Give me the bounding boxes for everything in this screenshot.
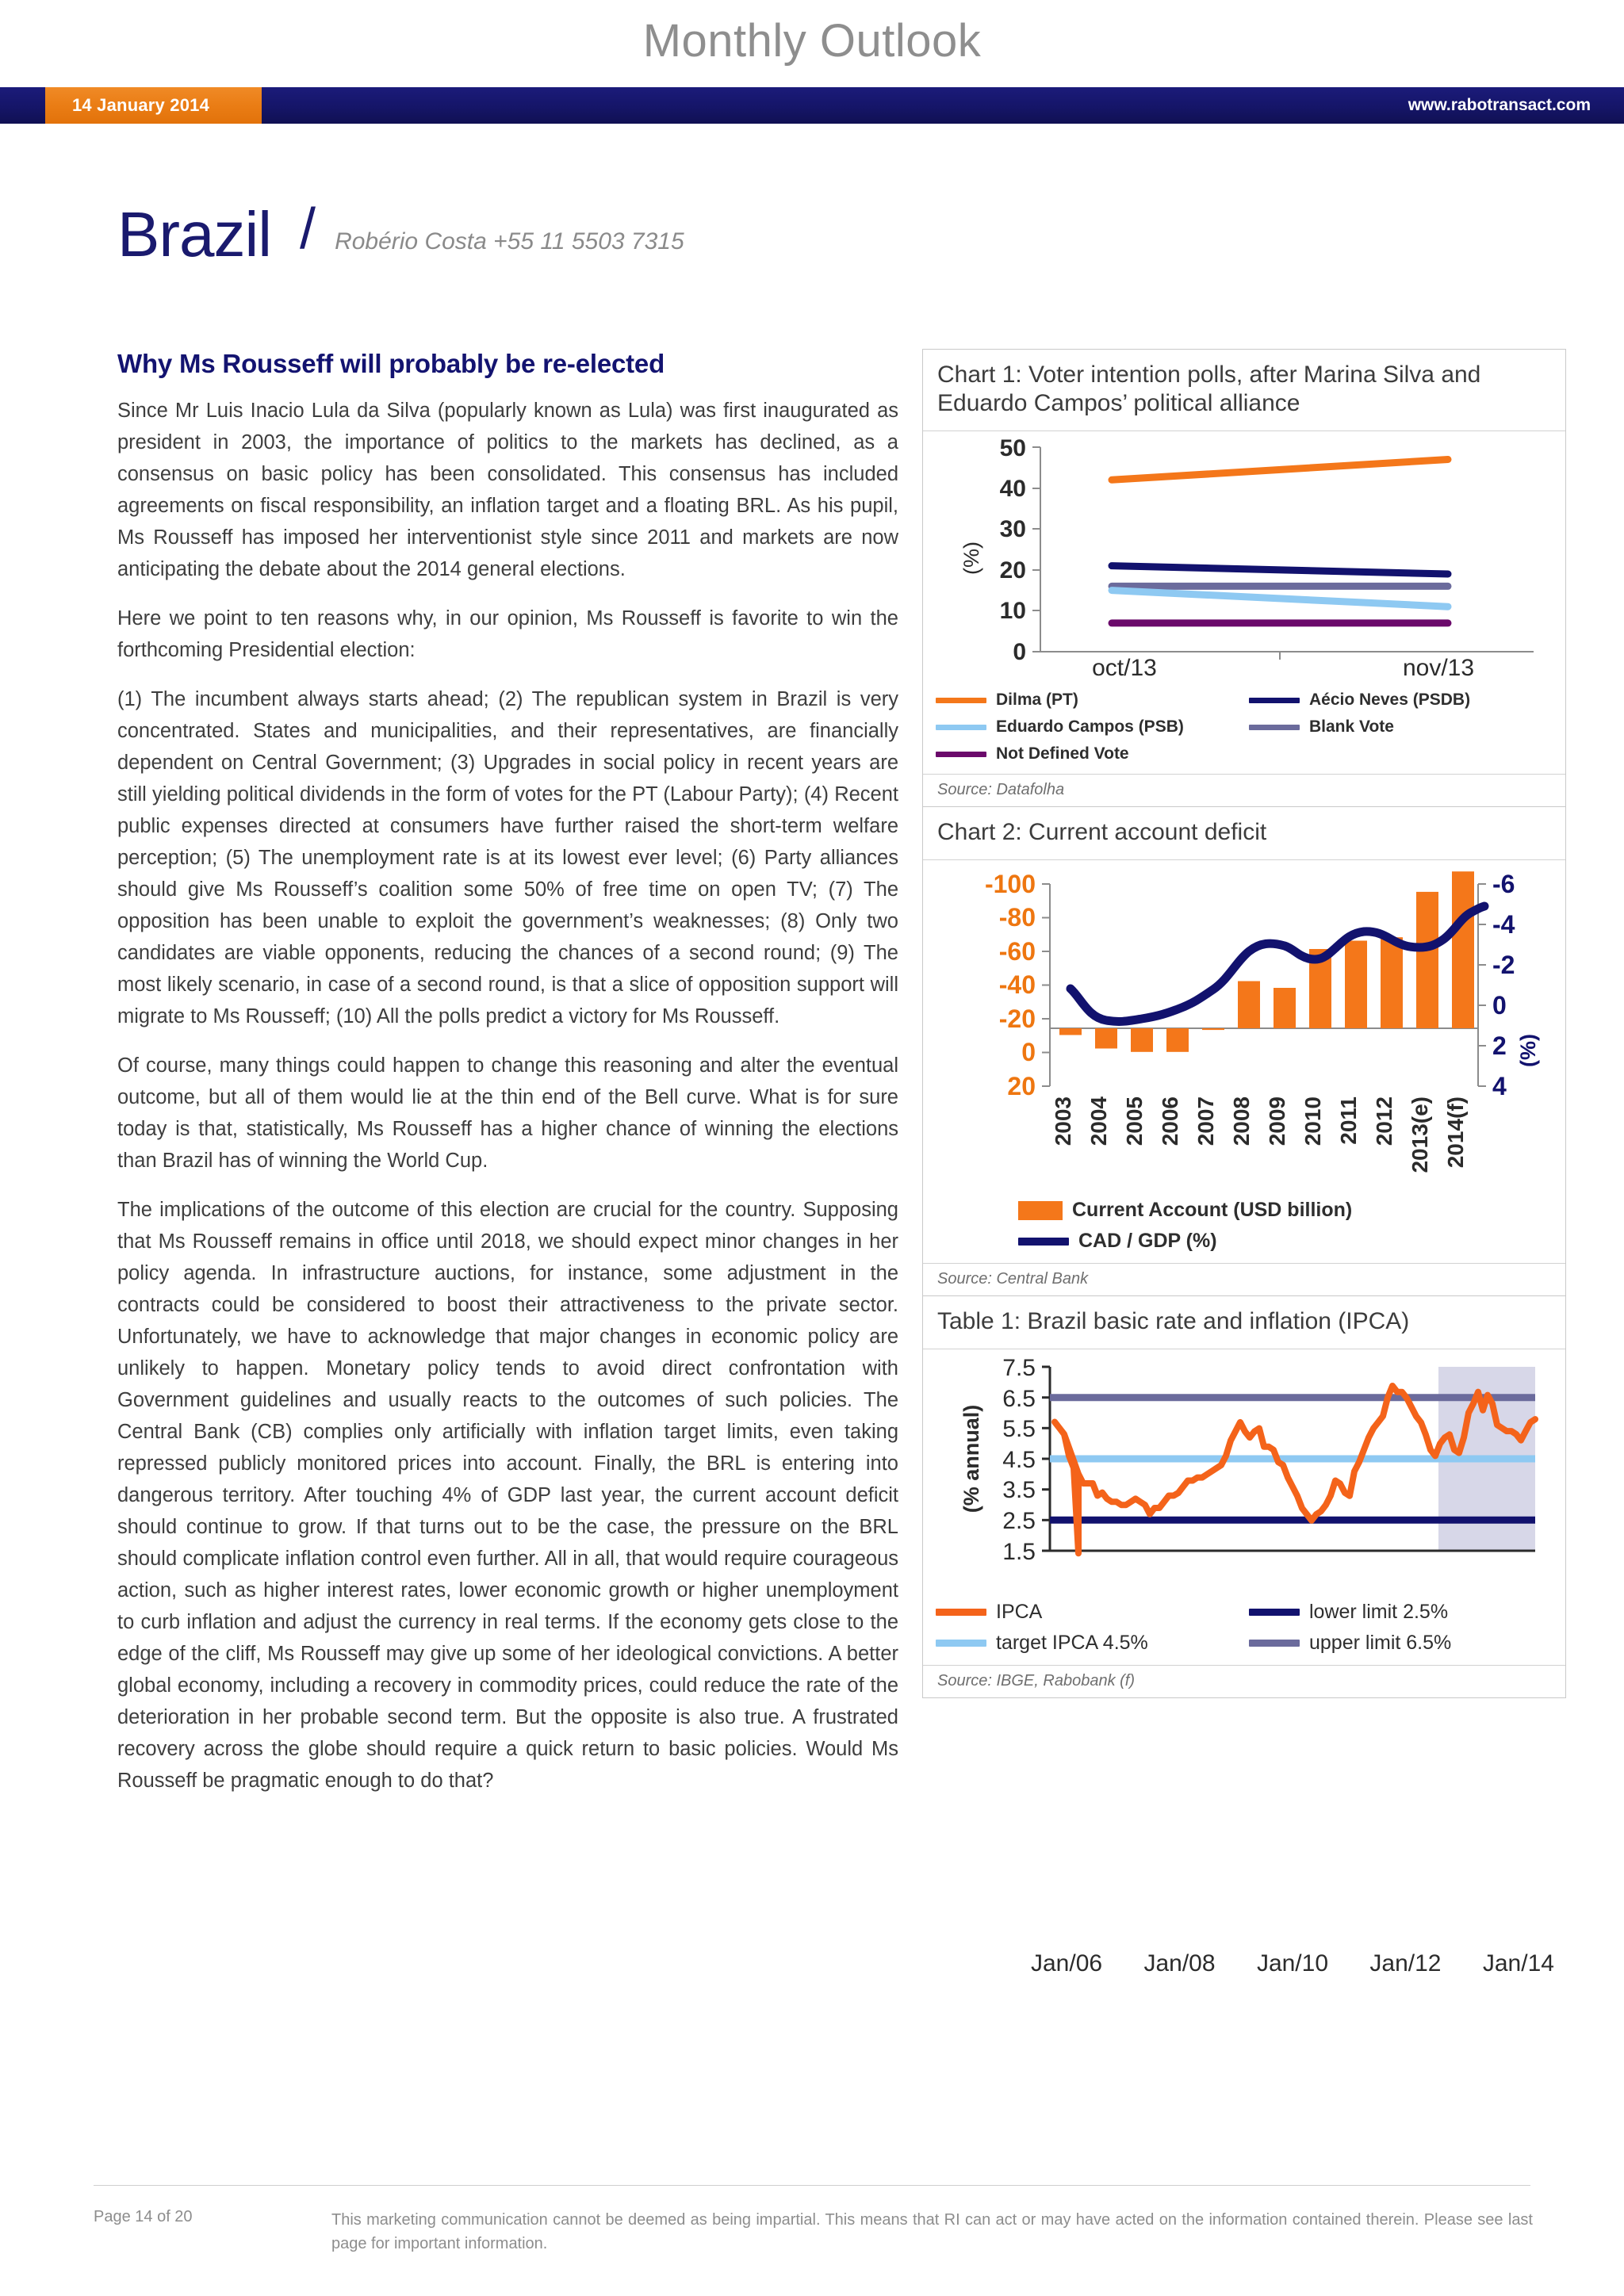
legend-swatch-ipca bbox=[936, 1609, 986, 1616]
table1-panel bbox=[922, 1296, 1566, 1698]
svg-text:2004: 2004 bbox=[1086, 1096, 1111, 1146]
page-number: Page 14 of 20 bbox=[94, 2208, 193, 2225]
legend-label: Eduardo Campos (PSB) bbox=[996, 718, 1184, 736]
svg-text:30: 30 bbox=[999, 516, 1026, 542]
svg-text:-6: -6 bbox=[1492, 870, 1515, 898]
legend-item-upper-limit[interactable] bbox=[1249, 1632, 1562, 1655]
svg-text:-60: -60 bbox=[998, 937, 1036, 966]
legend-label: IPCA bbox=[996, 1601, 1043, 1623]
legend-label: Blank Vote bbox=[1309, 718, 1394, 736]
masthead-title: Monthly Outlook bbox=[642, 15, 982, 67]
table1-xtick: Jan/14 bbox=[1482, 1950, 1554, 1976]
chart2-legend bbox=[923, 1190, 1565, 1263]
article-heading: Why Ms Rousseff will probably be re-elected bbox=[117, 349, 665, 378]
legend-item-target-ipca[interactable] bbox=[936, 1632, 1249, 1655]
svg-text:0: 0 bbox=[1021, 1038, 1036, 1066]
legend-label: Not Defined Vote bbox=[996, 744, 1129, 763]
page-title bbox=[117, 197, 684, 270]
chart2-source: Source: Central Bank bbox=[923, 1263, 1565, 1295]
svg-text:2013(e): 2013(e) bbox=[1408, 1096, 1432, 1173]
svg-text:2010: 2010 bbox=[1300, 1096, 1325, 1146]
svg-text:2: 2 bbox=[1492, 1031, 1507, 1060]
svg-text:(% annual): (% annual) bbox=[959, 1404, 983, 1513]
chart2-panel bbox=[922, 807, 1566, 1296]
legend-item-lower-limit[interactable] bbox=[1249, 1601, 1562, 1624]
svg-text:20: 20 bbox=[999, 557, 1026, 584]
legend-item-ipca[interactable] bbox=[936, 1601, 1249, 1624]
svg-text:-80: -80 bbox=[998, 903, 1036, 932]
chart2-title: Chart 2: Current account deficit bbox=[923, 807, 1565, 860]
table1-legend bbox=[923, 1592, 1565, 1665]
footer-disclaimer: This marketing communication cannot be deemed as being impartial. This means that RI can act or may have acted on the information contained therein. Please see last page for important information. bbox=[331, 2211, 1533, 2252]
table1-title: Table 1: Brazil basic rate and inflation (IPCA) bbox=[923, 1296, 1565, 1349]
svg-text:2011: 2011 bbox=[1336, 1096, 1361, 1145]
charts-column bbox=[922, 349, 1566, 1698]
article-paragraph: (1) The incumbent always starts ahead; (2) The republican system in Brazil is very concentrated. States and municipalities, and their representatives, are financially dependent on Central Government; (3) Upgrades in social policy in recent years are still yielding political dividends in the form of votes for the PT (Labour Party); (4) Recent public expenses directed at consumers have further raised the short-term welfare perception; (5) The unemployment rate is at its lowest ever level; (6) Party alliances should give Ms Rousseff’s coalition some 50% of free time on open TV; (7) The opposition has been unable to exploit the government’s weaknesses; (8) Only two candidates are viable opponents, reducing the chances of a second round; (9) The most likely scenario, in case of a second round, is that a slice of opposition support will migrate to Ms Rousseff; (10) All the polls predict a victory for Ms Rousseff. bbox=[117, 688, 898, 1027]
legend-item-cad-gdp[interactable] bbox=[1018, 1230, 1562, 1253]
footer-divider bbox=[94, 2185, 1530, 2186]
svg-text:2.5: 2.5 bbox=[1002, 1508, 1036, 1534]
legend-item-not-defined-vote[interactable] bbox=[936, 744, 1249, 763]
country-name: Brazil bbox=[117, 199, 272, 270]
legend-item-campos[interactable] bbox=[936, 718, 1249, 737]
svg-text:0: 0 bbox=[1492, 991, 1507, 1020]
article-body bbox=[117, 349, 898, 1814]
publication-date: 14 January 2014 bbox=[45, 87, 262, 124]
website-url[interactable]: www.rabotransact.com bbox=[1408, 96, 1591, 114]
chart1-source: Source: Datafolha bbox=[923, 774, 1565, 806]
chart2-plot-area bbox=[923, 860, 1565, 1190]
svg-text:1.5: 1.5 bbox=[1002, 1539, 1036, 1565]
legend-swatch-cad-gdp bbox=[1018, 1238, 1069, 1246]
svg-text:(%): (%) bbox=[959, 541, 983, 575]
legend-swatch-not-defined-vote bbox=[936, 752, 986, 757]
legend-swatch-blank-vote bbox=[1249, 725, 1300, 730]
footer bbox=[94, 2208, 1533, 2256]
svg-text:-40: -40 bbox=[998, 970, 1036, 999]
table1-xtick: Jan/06 bbox=[1031, 1950, 1103, 1976]
chart1-legend bbox=[923, 682, 1565, 774]
legend-swatch-campos bbox=[936, 725, 986, 730]
svg-text:5.5: 5.5 bbox=[1002, 1416, 1036, 1442]
legend-item-aecio[interactable] bbox=[1249, 691, 1562, 710]
svg-text:2009: 2009 bbox=[1265, 1096, 1289, 1146]
svg-text:2005: 2005 bbox=[1122, 1096, 1147, 1146]
article-paragraph: The implications of the outcome of this election are crucial for the country. Supposing that Ms Rousseff remains in office until 2018, we should expect minor changes in her policy agenda. In infrastructure auctions, for instance, some adjustment in the contracts could be considered to boost their attractiveness to the private sector. Unfortunately, we have to acknowledge that major changes in economic policy are unlikely to happen. Monetary policy tends to avoid direct confrontation with Government guidelines and usually reacts to the outcomes of such policies. The Central Bank (CB) complies only artificially with inflation target limits, even taking repressed publicly monitored prices into account. Finally, the BRL is entering into dangerous territory. After touching 4% of GDP last year, the current account deficit should continue to grow. If that turns out to be the case, the pressure on the BRL should complicate inflation control even further. All in all, that would require courageous action, such as higher interest rates, lower economic growth or higher unemployment to curb inflation and adjust the currency in real terms. If the economy gets close to the edge of the cliff, Ms Rousseff may give up some of her ideological convictions. A better global economy, including a recovery in commodity prices, could reduce the rate of the deterioration in her probable second term. But the opposite is also true. A frustrated recovery across the globe should require a quick return to basic policies. Would Ms Rousseff be pragmatic enough to do that? bbox=[117, 1199, 898, 1792]
table1-plot-area bbox=[923, 1349, 1565, 1592]
legend-item-blank-vote[interactable] bbox=[1249, 718, 1562, 737]
chart2-svg bbox=[931, 868, 1557, 1185]
legend-label: Aécio Neves (PSDB) bbox=[1309, 691, 1471, 709]
legend-label: lower limit 2.5% bbox=[1309, 1601, 1449, 1623]
svg-text:0: 0 bbox=[1013, 639, 1026, 665]
svg-text:4: 4 bbox=[1492, 1072, 1507, 1100]
article-paragraph: Here we point to ten reasons why, in our opinion, Ms Rousseff is favorite to win the forthcoming Presidential election: bbox=[117, 607, 898, 661]
legend-label: Current Account (USD billion) bbox=[1072, 1199, 1353, 1221]
legend-swatch-current-account bbox=[1018, 1201, 1063, 1220]
legend-label: CAD / GDP (%) bbox=[1078, 1230, 1217, 1252]
masthead bbox=[0, 0, 1624, 87]
author-byline: Robério Costa +55 11 5503 7315 bbox=[335, 228, 684, 254]
chart1-plot-area bbox=[923, 431, 1565, 682]
legend-item-dilma[interactable] bbox=[936, 691, 1249, 710]
chart1-xtick-nov13: nov/13 bbox=[1402, 655, 1475, 677]
table1-xtick: Jan/12 bbox=[1369, 1950, 1442, 1976]
chart1-svg bbox=[931, 439, 1557, 677]
table1-xtick: Jan/10 bbox=[1256, 1950, 1329, 1976]
chart1-panel bbox=[922, 349, 1566, 807]
svg-text:2006: 2006 bbox=[1158, 1096, 1182, 1146]
svg-text:10: 10 bbox=[999, 598, 1026, 624]
svg-text:4.5: 4.5 bbox=[1002, 1447, 1036, 1473]
svg-text:(%): (%) bbox=[1516, 1034, 1540, 1067]
svg-text:2007: 2007 bbox=[1193, 1096, 1218, 1146]
svg-text:2008: 2008 bbox=[1229, 1096, 1254, 1146]
legend-item-current-account[interactable] bbox=[1018, 1199, 1562, 1222]
svg-text:-4: -4 bbox=[1492, 910, 1515, 939]
svg-text:50: 50 bbox=[999, 439, 1026, 461]
svg-text:2014(f): 2014(f) bbox=[1443, 1096, 1468, 1169]
svg-text:7.5: 7.5 bbox=[1002, 1357, 1036, 1381]
chart1-title: Chart 1: Voter intention polls, after Marina Silva and Eduardo Campos’ political alliance bbox=[923, 350, 1565, 431]
svg-text:2003: 2003 bbox=[1051, 1096, 1075, 1146]
svg-text:6.5: 6.5 bbox=[1002, 1386, 1036, 1412]
legend-swatch-aecio bbox=[1249, 698, 1300, 703]
svg-text:40: 40 bbox=[999, 476, 1026, 502]
svg-text:2012: 2012 bbox=[1372, 1096, 1396, 1146]
svg-text:-100: -100 bbox=[984, 870, 1036, 898]
table1-svg bbox=[931, 1357, 1557, 1587]
table1-source: Source: IBGE, Rabobank (f) bbox=[923, 1665, 1565, 1697]
legend-swatch-upper-limit bbox=[1249, 1640, 1300, 1647]
legend-label: target IPCA 4.5% bbox=[996, 1632, 1148, 1654]
table1-xaxis-labels bbox=[1031, 1950, 1554, 1977]
legend-swatch-dilma bbox=[936, 698, 986, 703]
article-paragraph: Of course, many things could happen to change this reasoning and alter the eventual outcome, but all of them would lie at the thin end of the Bell curve. What is for sure today is that, statistically, Ms Rousseff has a higher chance of winning the elections than Brazil has of winning the World Cup. bbox=[117, 1054, 898, 1172]
article-paragraph: Since Mr Luis Inacio Lula da Silva (popularly known as Lula) was first inaugurated as president in 2003, the importance of politics to the markets has declined, as a consensus on basic policy has been consolidated. This consensus has included agreements on fiscal responsibility, an inflation target and a floating BRL. As his pupil, Ms Rousseff has imposed her interventionist style since 2011 and markets are now anticipating the debate about the 2014 general elections. bbox=[117, 400, 898, 580]
title-separator: / bbox=[300, 197, 316, 261]
legend-swatch-lower-limit bbox=[1249, 1609, 1300, 1616]
table1-xtick: Jan/08 bbox=[1143, 1950, 1216, 1976]
svg-text:20: 20 bbox=[1007, 1072, 1036, 1100]
svg-text:-2: -2 bbox=[1492, 951, 1515, 979]
svg-text:-20: -20 bbox=[998, 1004, 1036, 1033]
legend-label: upper limit 6.5% bbox=[1309, 1632, 1452, 1654]
legend-label: Dilma (PT) bbox=[996, 691, 1078, 709]
legend-swatch-target-ipca bbox=[936, 1640, 986, 1647]
chart1-xtick-oct13: oct/13 bbox=[1092, 655, 1157, 677]
svg-text:3.5: 3.5 bbox=[1002, 1477, 1036, 1503]
